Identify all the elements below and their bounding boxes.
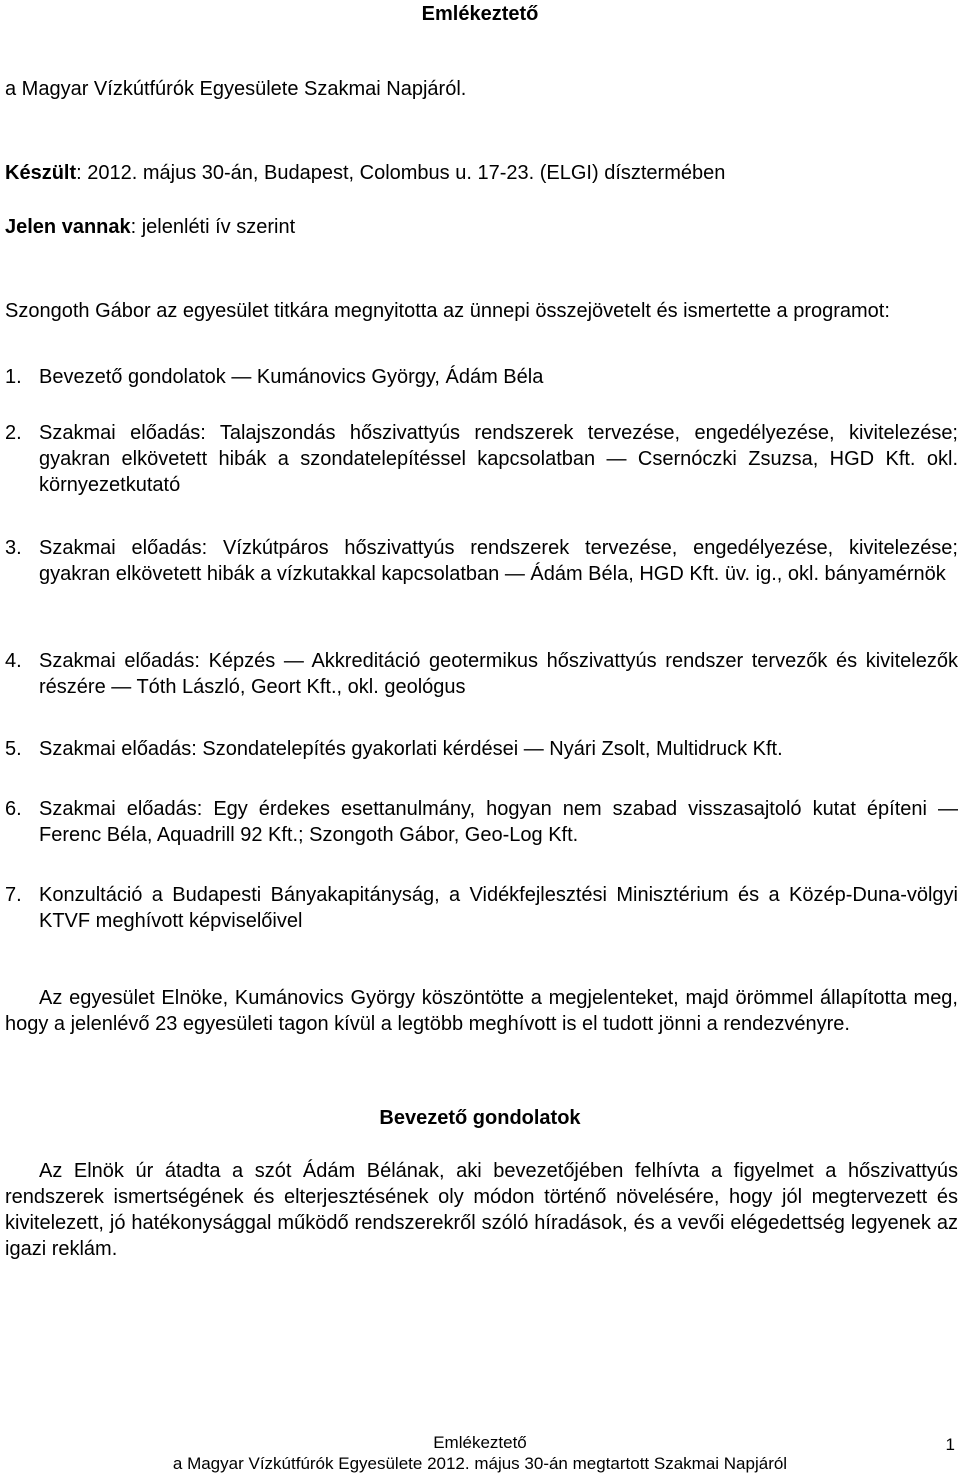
section-paragraph: Az Elnök úr átadta a szót Ádám Bélának, aki bevezetőjében felhívta a figyelmet a hőszivattyús rendszerek ismertségének és elterjesztésének oly módon történő növelésére, hogy jól megtervezett és kivitelezett, jó hatékonysággal működő rendszerekről szóló híradások, és a vevői elégedettség legyenek az igazi reklám. (5, 1160, 958, 1260)
program-item-number: 5. (5, 738, 22, 760)
program-item-text: Szakmai előadás: Képzés — Akkreditáció geotermikus hőszivattyús rendszer tervezők és kivitelezők részére — Tóth László, Geort Kft., okl. geológus (39, 650, 958, 698)
program-item-text: Szakmai előadás: Egy érdekes esettanulmány, hogyan nem szabad visszasajtoló kutat építeni — Ferenc Béla, Aquadrill 92 Kft.; Szongoth Gábor, Geo-Log Kft. (39, 798, 958, 846)
present-value: : jelenléti ív szerint (130, 216, 296, 238)
made-value: : 2012. május 30-án, Budapest, Colombus u. 17-23. (ELGI) dísztermében (76, 162, 726, 184)
program-item-number: 1. (5, 366, 22, 388)
program-item (5, 882, 958, 934)
program-item-number: 3. (5, 537, 22, 559)
page-footer (0, 1432, 960, 1474)
program-item (5, 364, 958, 390)
made-label: Készült (5, 162, 77, 184)
document-title: Emlékeztető (421, 3, 539, 25)
program-item (5, 796, 958, 848)
program-item (5, 420, 958, 498)
made-line (5, 160, 958, 186)
footer-title: Emlékeztető (433, 1433, 527, 1452)
program-item (5, 736, 958, 762)
program-item-text: Szakmai előadás: Vízkútpáros hőszivattyús rendszerek tervezése, engedélyezése, kivitelezése; gyakran elkövetett hibák a vízkutakkal kapcsolatban — Ádám Béla, HGD Kft. üv. ig., okl. bányamérnök (39, 537, 958, 585)
page-number: 1 (945, 1435, 955, 1454)
program-item-number: 6. (5, 798, 22, 820)
program-item-text: Szakmai előadás: Szondatelepítés gyakorlati kérdései — Nyári Zsolt, Multidruck Kft. (39, 738, 783, 760)
program-item (5, 648, 958, 700)
president-paragraph: Az egyesület Elnöke, Kumánovics György köszöntötte a megjelenteket, majd örömmel állapította meg, hogy a jelenlévő 23 egyesületi tagon kívül a legtöbb meghívott is el tudott jönni a rendezvényre. (5, 987, 958, 1035)
present-label: Jelen vannak (5, 216, 131, 238)
footer-subtitle: a Magyar Vízkútfúrók Egyesülete 2012. május 30-án megtartott Szakmai Napjáról (172, 1454, 788, 1473)
program-item-number: 7. (5, 884, 22, 906)
document-subtitle: a Magyar Vízkútfúrók Egyesülete Szakmai Napjáról. (5, 78, 467, 100)
intro-paragraph: Szongoth Gábor az egyesület titkára megnyitotta az ünnepi összejövetelt és ismertette a programot: (5, 300, 890, 322)
program-item-text: Konzultáció a Budapesti Bányakapitányság, a Vidékfejlesztési Minisztérium és a Közép-Duna-völgyi KTVF meghívott képviselőivel (39, 884, 958, 932)
program-item-number: 4. (5, 650, 22, 672)
program-item-number: 2. (5, 422, 22, 444)
present-line (5, 214, 958, 240)
section-heading: Bevezető gondolatok (379, 1107, 581, 1129)
program-item (5, 535, 958, 587)
program-item-text: Szakmai előadás: Talajszondás hőszivattyús rendszerek tervezése, engedélyezése, kivitelezése; gyakran elkövetett hibák a szondatelepítéssel kapcsolatban — Csernóczki Zsuzsa, HGD Kft. okl. környezetkutató (39, 422, 958, 496)
program-item-text: Bevezető gondolatok — Kumánovics György, Ádám Béla (39, 366, 544, 388)
